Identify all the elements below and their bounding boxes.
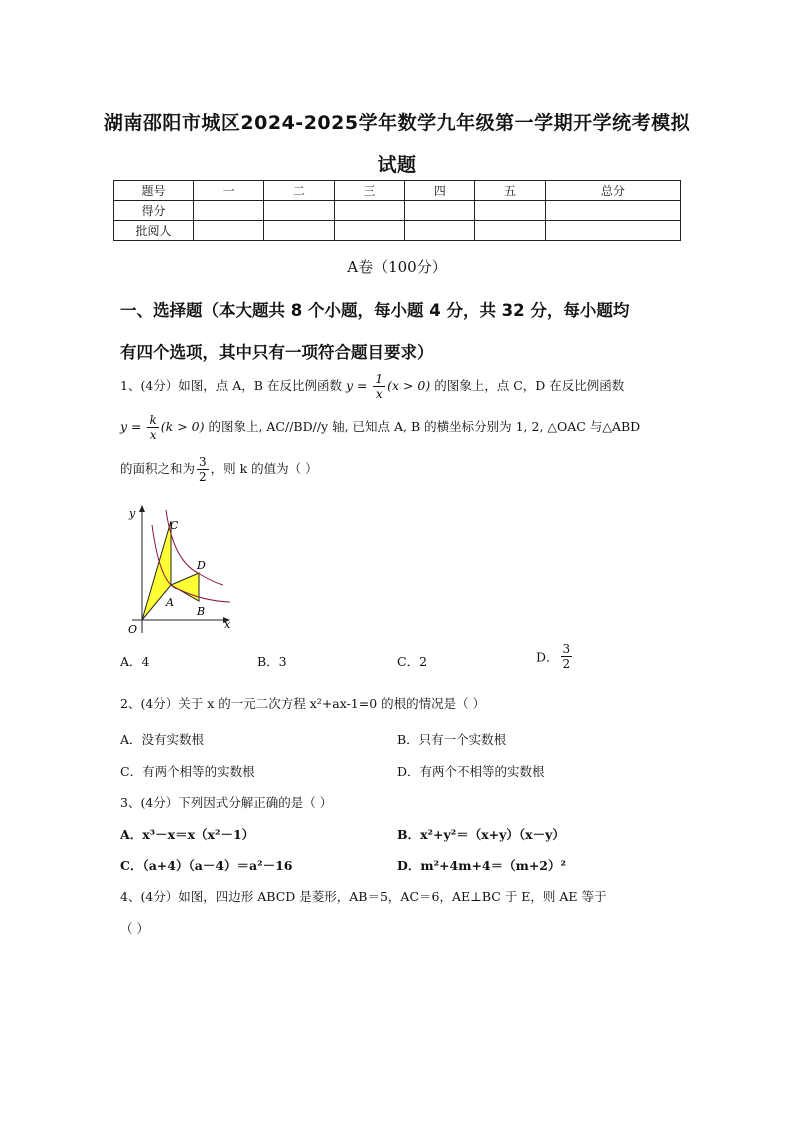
label-a: A: [166, 596, 174, 609]
q1-formula: y =: [345, 378, 372, 393]
label-d: D: [197, 559, 206, 572]
score-header-cell: 五: [475, 181, 545, 201]
doc-title-line2: 试题: [377, 154, 417, 176]
q1-option-b[interactable]: B．3: [257, 654, 287, 669]
part1-heading-line1: 一、选择题（本大题共 8 个小题，每小题 4 分，共 32 分，每小题均: [120, 301, 630, 320]
label-c: C: [170, 519, 179, 532]
score-cell[interactable]: [545, 221, 680, 241]
score-header-cell: 一: [194, 181, 264, 201]
label-x: x: [224, 618, 231, 631]
score-cell[interactable]: [194, 221, 264, 241]
q4-stem-line2: （ ）: [120, 921, 149, 936]
section-a-heading: A卷（100分）: [347, 258, 447, 276]
q1-figure: [118, 505, 238, 640]
q1-formula: y =: [120, 419, 146, 434]
q2-option-a[interactable]: A．没有实数根: [120, 732, 205, 747]
q2-stem: 2、(4分）关于 x 的一元二次方程 x²+ax-1=0 的根的情况是（ ）: [120, 696, 486, 711]
q3-option-b[interactable]: B．x²+y²＝（x+y）（x－y）: [397, 827, 565, 842]
q1-text: ，则 k 的值为（ ）: [210, 461, 318, 476]
part1-heading-line2: 有四个选项，其中只有一项符合题目要求）: [120, 343, 434, 362]
q2-option-b[interactable]: B．只有一个实数根: [397, 732, 507, 747]
score-table: [113, 180, 681, 241]
q1-line3: [120, 455, 318, 484]
score-cell[interactable]: [475, 221, 545, 241]
q2-option-d[interactable]: D．有两个不相等的实数根: [397, 764, 545, 779]
q2-option-c[interactable]: C．有两个相等的实数根: [120, 764, 255, 779]
q1-condition: (x > 0): [387, 378, 431, 393]
q1-text: 的图象上, AC//BD//y 轴, 已知点 A, B 的横坐标分别为 1, 2, △OAC 与△ABD: [208, 419, 641, 434]
score-cell[interactable]: [405, 201, 475, 221]
q3-option-d[interactable]: D．m²+4m+4＝（m+2）²: [397, 858, 566, 873]
q1-option-a[interactable]: A．4: [120, 654, 150, 669]
q1-option-c[interactable]: C．2: [397, 654, 428, 669]
q4-stem: 4、(4分）如图，四边形 ABCD 是菱形，AB＝5，AC＝6，AE⊥BC 于 E，则 AE 等于: [120, 889, 607, 904]
score-header-cell: 二: [264, 181, 334, 201]
q3-option-c[interactable]: C．（a+4）（a－4）＝a²－16: [120, 858, 293, 873]
score-table-header-row: [114, 181, 681, 201]
q1-condition: (k > 0): [160, 419, 205, 434]
score-row-label: 得分: [114, 201, 194, 221]
doc-title-line1: 湖南邵阳市城区2024-2025学年数学九年级第一学期开学统考模拟: [103, 112, 691, 134]
label-y: y: [129, 507, 136, 520]
score-table-row: [114, 201, 681, 221]
q1-option-d[interactable]: D． $\frac{3}{2}$: [536, 642, 571, 671]
label-o: O: [128, 623, 138, 636]
q1-text: 的图象上，点 C，D 在反比例函数: [434, 378, 625, 393]
q1-text: 1、(4分）如图，点 A，B 在反比例函数: [120, 378, 342, 393]
score-cell[interactable]: [264, 201, 334, 221]
score-cell[interactable]: [194, 201, 264, 221]
score-header-cell: 四: [405, 181, 475, 201]
triangle-abd: [171, 573, 199, 601]
score-header-cell: 三: [334, 181, 404, 201]
score-header-cell: 题号: [114, 181, 194, 201]
y-axis-arrow: [139, 505, 145, 512]
q1-fraction: $\frac{3}{2}$: [199, 455, 207, 484]
score-table-row: [114, 221, 681, 241]
score-cell[interactable]: [334, 221, 404, 241]
q3-option-a[interactable]: A．x³－x＝x（x²－1）: [120, 827, 255, 842]
score-header-cell: 总分: [545, 181, 680, 201]
score-cell[interactable]: [475, 201, 545, 221]
q1-line1: [120, 372, 624, 401]
q1-option-d-fraction: $\frac{3}{2}$: [562, 642, 571, 671]
q1-line2: [120, 413, 640, 442]
score-row-label: 批阅人: [114, 221, 194, 241]
score-cell[interactable]: [405, 221, 475, 241]
score-cell[interactable]: [264, 221, 334, 241]
q3-stem: 3、(4分）下列因式分解正确的是（ ）: [120, 795, 333, 810]
q1-fraction: $\frac{1}{x}$: [375, 372, 384, 401]
q1-text: 的面积之和为: [120, 461, 196, 476]
label-b: B: [197, 605, 206, 618]
q1-fraction: $\frac{k}{x}$: [149, 413, 157, 442]
score-cell[interactable]: [545, 201, 680, 221]
score-cell[interactable]: [334, 201, 404, 221]
